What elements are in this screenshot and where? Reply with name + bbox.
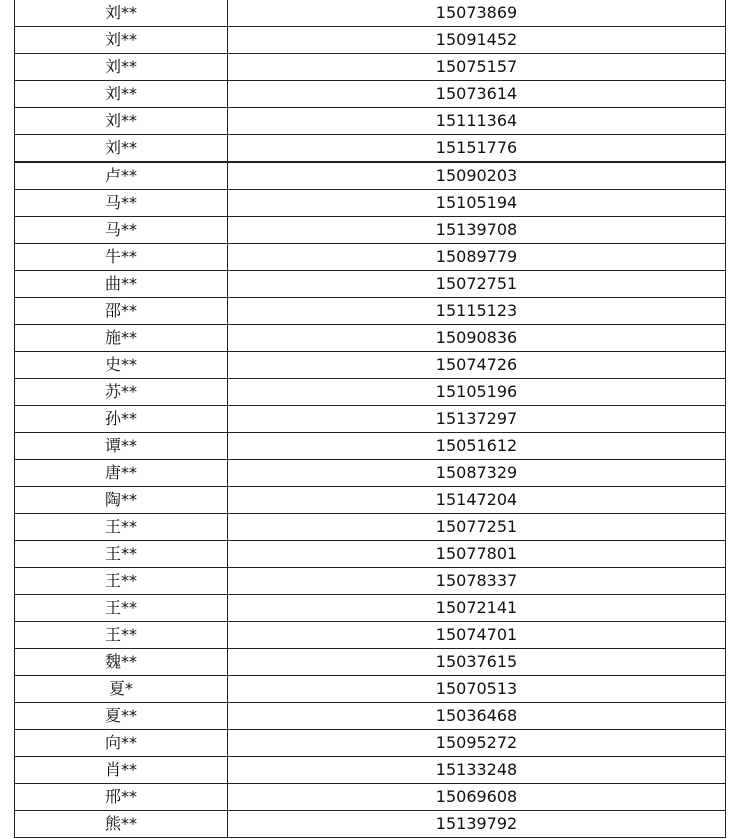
roster-table-container [14, 0, 724, 838]
name-cell: 魏** [15, 649, 228, 676]
table-row [15, 514, 726, 541]
id-cell: 15133248 [228, 757, 726, 784]
table-row [15, 730, 726, 757]
id-cell: 15077251 [228, 514, 726, 541]
id-cell: 15073614 [228, 81, 726, 108]
table-row [15, 108, 726, 135]
id-cell: 15111364 [228, 108, 726, 135]
name-cell: 刘** [15, 81, 228, 108]
id-cell: 15078337 [228, 568, 726, 595]
name-cell: 孙** [15, 406, 228, 433]
name-cell: 王** [15, 541, 228, 568]
table-row [15, 379, 726, 406]
name-cell: 夏** [15, 703, 228, 730]
id-cell: 15151776 [228, 135, 726, 163]
id-cell: 15070513 [228, 676, 726, 703]
table-row [15, 784, 726, 811]
table-row [15, 162, 726, 190]
table-row [15, 568, 726, 595]
table-row [15, 460, 726, 487]
table-row [15, 190, 726, 217]
table-row [15, 595, 726, 622]
table-row [15, 81, 726, 108]
name-cell: 刘** [15, 54, 228, 81]
name-cell: 刘** [15, 27, 228, 54]
name-cell: 刘** [15, 108, 228, 135]
table-row [15, 622, 726, 649]
id-cell: 15074701 [228, 622, 726, 649]
id-cell: 15037615 [228, 649, 726, 676]
table-row [15, 298, 726, 325]
name-cell: 邵** [15, 298, 228, 325]
table-row [15, 406, 726, 433]
name-cell: 刘** [15, 135, 228, 163]
name-cell: 施** [15, 325, 228, 352]
table-row [15, 433, 726, 460]
id-cell: 15075157 [228, 54, 726, 81]
name-cell: 陶** [15, 487, 228, 514]
id-cell: 15095272 [228, 730, 726, 757]
id-cell: 15036468 [228, 703, 726, 730]
id-cell: 15051612 [228, 433, 726, 460]
id-cell: 15139792 [228, 811, 726, 838]
id-cell: 15073869 [228, 0, 726, 27]
name-cell: 王** [15, 622, 228, 649]
name-cell: 曲** [15, 271, 228, 298]
table-row [15, 757, 726, 784]
id-cell: 15087329 [228, 460, 726, 487]
name-cell: 牛** [15, 244, 228, 271]
name-cell: 夏* [15, 676, 228, 703]
table-row [15, 649, 726, 676]
id-cell: 15089779 [228, 244, 726, 271]
id-cell: 15090203 [228, 162, 726, 190]
table-row [15, 217, 726, 244]
table-row [15, 271, 726, 298]
table-row [15, 325, 726, 352]
id-cell: 15137297 [228, 406, 726, 433]
name-cell: 史** [15, 352, 228, 379]
table-row [15, 27, 726, 54]
name-cell: 刘** [15, 0, 228, 27]
table-row [15, 0, 726, 27]
id-cell: 15069608 [228, 784, 726, 811]
table-row [15, 352, 726, 379]
table-row [15, 541, 726, 568]
id-cell: 15139708 [228, 217, 726, 244]
name-cell: 苏** [15, 379, 228, 406]
name-cell: 马** [15, 190, 228, 217]
id-cell: 15077801 [228, 541, 726, 568]
roster-table-body [15, 0, 726, 838]
name-cell: 唐** [15, 460, 228, 487]
name-cell: 熊** [15, 811, 228, 838]
name-cell: 马** [15, 217, 228, 244]
id-cell: 15090836 [228, 325, 726, 352]
id-cell: 15105194 [228, 190, 726, 217]
name-cell: 谭** [15, 433, 228, 460]
table-row [15, 811, 726, 838]
table-row [15, 54, 726, 81]
id-cell: 15072141 [228, 595, 726, 622]
roster-table [14, 0, 726, 838]
id-cell: 15091452 [228, 27, 726, 54]
name-cell: 王** [15, 568, 228, 595]
name-cell: 王** [15, 595, 228, 622]
name-cell: 肖** [15, 757, 228, 784]
table-row [15, 135, 726, 163]
name-cell: 卢** [15, 162, 228, 190]
name-cell: 邢** [15, 784, 228, 811]
id-cell: 15115123 [228, 298, 726, 325]
name-cell: 向** [15, 730, 228, 757]
table-row [15, 487, 726, 514]
table-row [15, 676, 726, 703]
id-cell: 15072751 [228, 271, 726, 298]
table-row [15, 703, 726, 730]
id-cell: 15105196 [228, 379, 726, 406]
id-cell: 15147204 [228, 487, 726, 514]
table-row [15, 244, 726, 271]
id-cell: 15074726 [228, 352, 726, 379]
name-cell: 王** [15, 514, 228, 541]
